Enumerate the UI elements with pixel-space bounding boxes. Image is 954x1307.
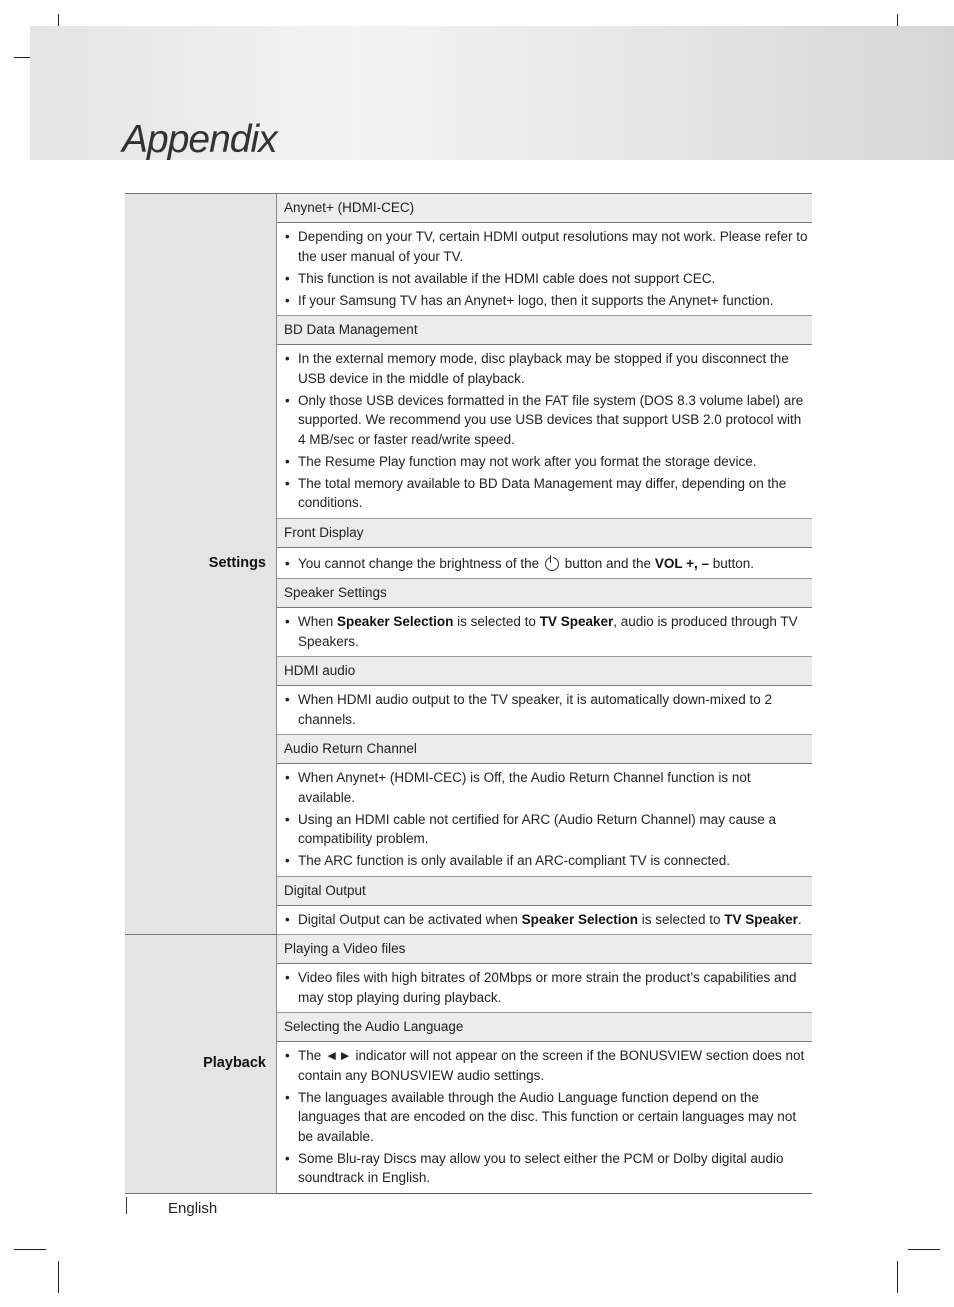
footer-divider <box>126 1197 127 1214</box>
list-item: • If your Samsung TV has an Anynet+ logo, then it supports the Anynet+ function. <box>284 291 808 311</box>
list-item: • Depending on your TV, certain HDMI output resolutions may not work. Please refer to the user manual of your TV. <box>284 227 808 266</box>
notes-list <box>284 349 808 513</box>
list-item: • When Anynet+ (HDMI-CEC) is Off, the Audio Return Channel function is not available. <box>284 768 808 807</box>
row-heading: Playing a Video files <box>277 935 813 964</box>
list-item: • Using an HDMI cable not certified for ARC (Audio Return Channel) may cause a compatibility problem. <box>284 810 808 849</box>
list-item: • When HDMI audio output to the TV speaker, it is automatically down-mixed to 2 channels. <box>284 690 808 729</box>
notes-table <box>125 193 812 1194</box>
note-text: button and the <box>564 555 652 571</box>
list-item: • The Resume Play function may not work after you format the storage device. <box>284 452 808 472</box>
section-label-settings: Settings <box>125 194 277 935</box>
list-item: • Video files with high bitrates of 20Mbps or more strain the product’s capabilities and may stop playing during playback. <box>284 968 808 1007</box>
notes-list <box>284 910 808 930</box>
note-text: button. <box>712 555 755 571</box>
row-heading: Digital Output <box>277 876 813 905</box>
row-heading: BD Data Management <box>277 316 813 345</box>
power-icon <box>545 557 559 571</box>
row-heading: Anynet+ (HDMI-CEC) <box>277 194 813 223</box>
row-heading: Front Display <box>277 518 813 547</box>
row-body <box>277 547 813 579</box>
row-heading: Selecting the Audio Language <box>277 1013 813 1042</box>
list-item: • The languages available through the Audio Language function depend on the languages that are encoded on the disc. This function or certain languages may not be available. <box>284 1088 808 1147</box>
note-emphasis: VOL +, – <box>654 555 709 571</box>
row-body <box>277 345 813 519</box>
row-body <box>277 223 813 316</box>
row-body <box>277 1042 813 1194</box>
section-label-playback: Playback <box>125 935 277 1194</box>
list-item: • Only those USB devices formatted in the FAT file system (DOS 8.3 volume label) are supported. We recommend you use USB devices that support USB 2.0 protocol with 4 MB/sec or faster read/write speed. <box>284 391 808 450</box>
list-item: • The ◄► indicator will not appear on the screen if the BONUSVIEW section does not contain any BONUSVIEW audio settings. <box>284 1046 808 1085</box>
note-emphasis: Speaker Selection <box>337 614 454 629</box>
row-body <box>277 964 813 1013</box>
footer-language: English <box>168 1200 218 1217</box>
list-item <box>284 554 808 574</box>
crop-mark <box>14 1249 46 1250</box>
notes-list <box>284 768 808 871</box>
notes-list <box>284 612 808 651</box>
list-item: • Some Blu-ray Discs may allow you to select either the PCM or Dolby digital audio soundtrack in English. <box>284 1149 808 1188</box>
notes-list <box>284 554 808 574</box>
list-item: • The ARC function is only available if an ARC-compliant TV is connected. <box>284 851 808 871</box>
page-title: Appendix <box>122 118 277 161</box>
notes-list <box>284 1046 808 1188</box>
note-text: . <box>797 911 802 927</box>
row-heading: Speaker Settings <box>277 579 813 608</box>
note-emphasis: TV Speaker <box>539 614 614 629</box>
row-body <box>277 686 813 735</box>
note-text: Digital Output can be activated when <box>298 911 518 927</box>
note-text: is selected to <box>457 614 536 629</box>
note-emphasis: TV Speaker <box>724 911 798 927</box>
row-heading: Audio Return Channel <box>277 735 813 764</box>
row-heading: HDMI audio <box>277 657 813 686</box>
list-item: • The total memory available to BD Data Management may differ, depending on the conditions. <box>284 474 808 513</box>
note-text: , audio is produced through TV Speakers. <box>298 614 798 649</box>
note-emphasis: Speaker Selection <box>521 911 638 927</box>
notes-list <box>284 690 808 729</box>
list-item <box>284 612 808 651</box>
notes-list <box>284 968 808 1007</box>
notes-list <box>284 227 808 310</box>
row-body <box>277 764 813 877</box>
row-body <box>277 905 813 935</box>
note-text: When <box>298 614 334 629</box>
list-item: • In the external memory mode, disc playback may be stopped if you disconnect the USB device in the middle of playback. <box>284 349 808 388</box>
note-text: is selected to <box>641 911 721 927</box>
row-body <box>277 608 813 657</box>
crop-mark <box>58 1261 59 1293</box>
list-item: • This function is not available if the HDMI cable does not support CEC. <box>284 269 808 289</box>
note-text: You cannot change the brightness of the <box>298 555 540 571</box>
crop-mark <box>908 1249 940 1250</box>
crop-mark <box>897 1261 898 1293</box>
list-item <box>284 910 808 930</box>
